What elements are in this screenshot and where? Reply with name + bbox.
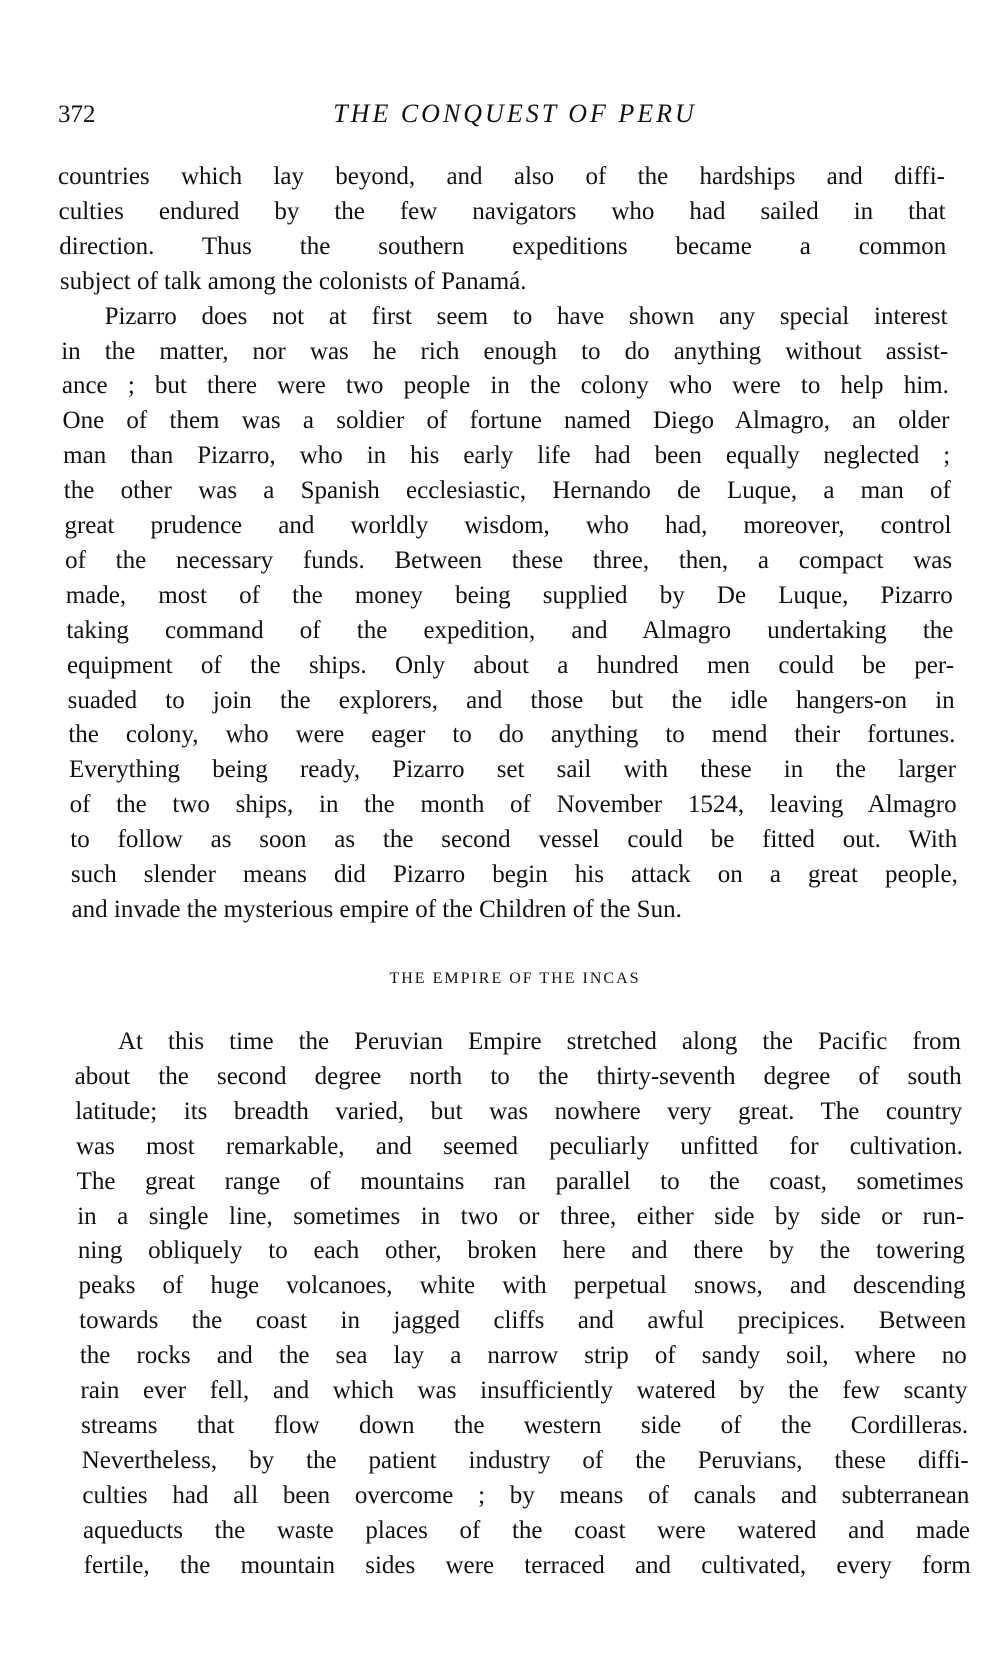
text-line: towards the coast in jagged cliffs and awful precipices. Between (79, 1307, 967, 1335)
text-line: of the necessary funds. Between these three, then, a compact was (65, 546, 953, 574)
text-line: direction. Thus the southern expeditions became a common (59, 232, 947, 260)
text-line: the other was a Spanish ecclesiastic, Hernando de Luque, a man of (63, 477, 951, 505)
text-line: man than Pizarro, who in his early life had been equally neglected ; (63, 442, 951, 470)
text-line: The great range of mountains ran parallel to the coast, sometimes (76, 1167, 964, 1195)
running-title: THE CONQUEST OF PERU (333, 99, 697, 128)
text-line: Nevertheless, by the patient industry of the Peruvians, these diffi- (81, 1446, 969, 1474)
text-line: latitude; its breadth varied, but was nowhere very great. The country (75, 1097, 963, 1125)
text-line: aqueducts the waste places of the coast were watered and made (83, 1516, 971, 1544)
page-number: 372 (58, 101, 96, 128)
text-line: taking command of the expedition, and Almagro undertaking the (66, 616, 954, 644)
text-line: was most remarkable, and seemed peculiarly unfitted for cultivation. (75, 1132, 963, 1160)
text-line: of the two ships, in the month of November 1524, leaving Almagro (69, 791, 957, 819)
text-line: At this time the Peruvian Empire stretched along the Pacific from (118, 1028, 961, 1055)
text-line: subject of talk among the colonists of Panamá. (59, 267, 527, 295)
text-line: culties endured by the few navigators who had sailed in that (58, 197, 946, 225)
text-line: equipment of the ships. Only about a hundred men could be per- (67, 651, 955, 679)
text-line: peaks of huge volcanoes, white with perpetual snows, and descending (78, 1272, 966, 1300)
text-line: in a single line, sometimes in two or three, either side by side or run- (77, 1202, 965, 1230)
text-line: the colony, who were eager to do anything to mend their fortunes. (68, 721, 956, 749)
text-line: great prudence and worldly wisdom, who had, moreover, control (64, 512, 952, 539)
text-line: suaded to join the explorers, and those but the idle hangers-on in (67, 686, 955, 714)
text-line: ance ; but there were two people in the colony who were to help him. (61, 372, 949, 400)
text-line: in the matter, nor was he rich enough to do anything without assist- (61, 337, 949, 365)
text-line: made, most of the money being supplied by De Luque, Pizarro (65, 581, 953, 609)
text-line: streams that flow down the western side of the Cordilleras. (81, 1411, 969, 1439)
text-line: ning obliquely to each other, broken here and there by the towering (77, 1237, 965, 1265)
text-line: rain ever fell, and which was insufficiently watered by the few scanty (80, 1377, 968, 1404)
text-line: Pizarro does not at first seem to have shown any special interest (104, 302, 948, 330)
text-line: One of them was a soldier of fortune named Diego Almagro, an older (62, 407, 950, 435)
text-line: such slender means did Pizarro begin his attack on a great people, (70, 861, 958, 888)
text-line: the rocks and the sea lay a narrow strip of sandy soil, where no (79, 1342, 967, 1370)
text-line: fertile, the mountain sides were terraced and cultivated, every form (83, 1551, 971, 1579)
text-line: countries which lay beyond, and also of the hardships and diffi- (58, 163, 945, 190)
text-line: to follow as soon as the second vessel could be fitted out. With (70, 826, 958, 854)
text-line: culties had all been overcome ; by means of canals and subterranean (82, 1481, 970, 1509)
text-line: about the second degree north to the thirty-seventh degree of south (74, 1062, 962, 1090)
text-line: Everything being ready, Pizarro set sail with these in the larger (68, 756, 956, 784)
text-line: and invade the mysterious empire of the Children of the Sun. (71, 895, 682, 923)
section-heading: THE EMPIRE OF THE INCAS (389, 970, 641, 987)
